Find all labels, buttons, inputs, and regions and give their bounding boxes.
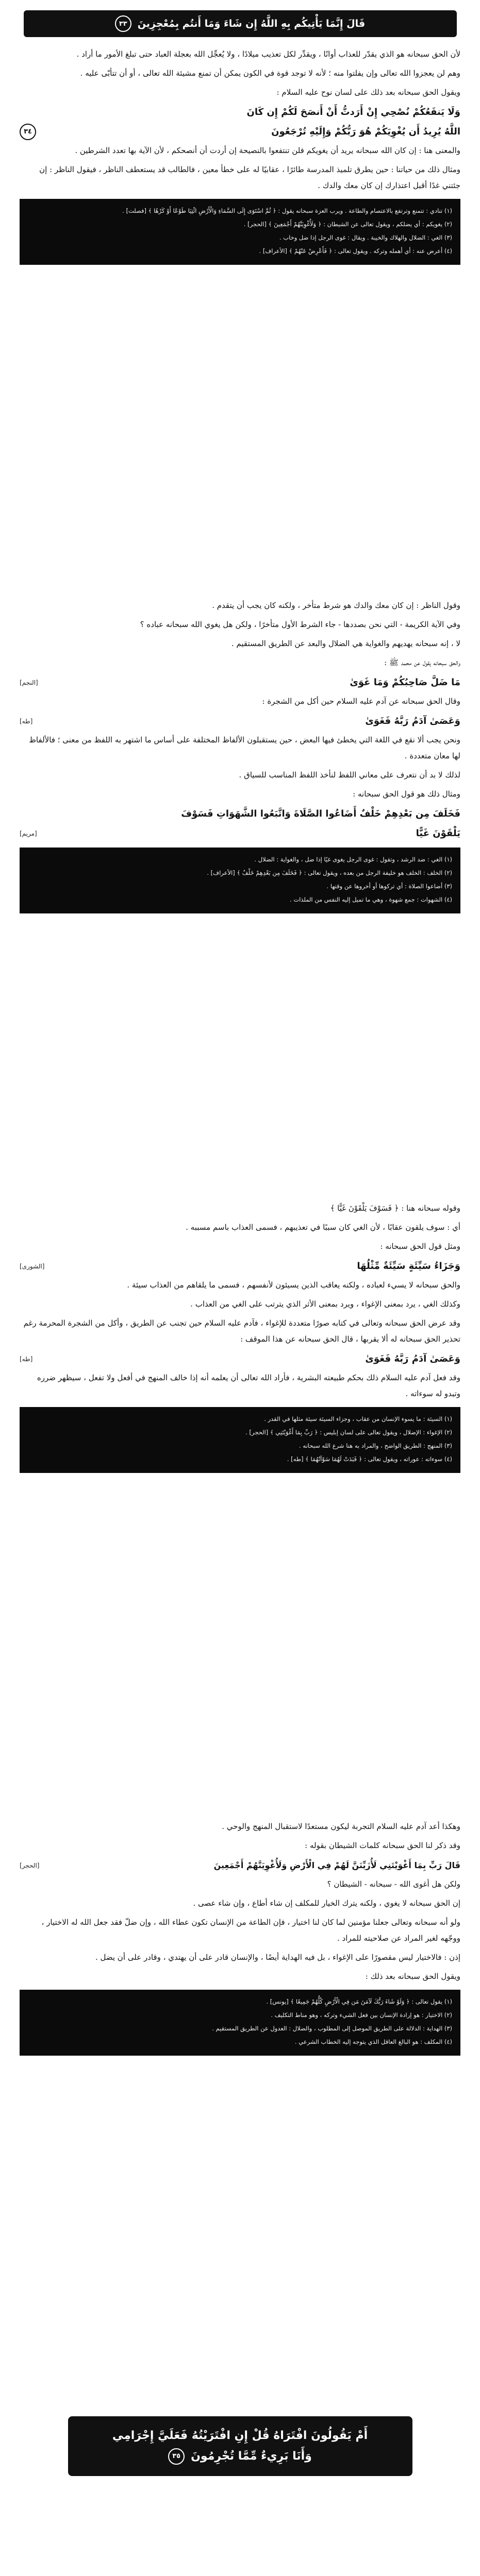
verse-text: قَالَ رَبِّ بِمَا أَغْوَيْتَنِي لَأُزَيِّنَنَّ لَهُمْ فِي الْأَرْضِ وَلَأُغْوِيَنَّهُمْ أَجْمَعِينَ xyxy=(213,1860,460,1870)
body-text xyxy=(20,1200,460,1255)
footnotes-block xyxy=(20,199,460,265)
paragraph: ويقول الحق سبحانه بعد ذلك على لسان نوح عليه السلام : xyxy=(276,88,460,97)
quran-verse xyxy=(20,674,460,691)
body-text xyxy=(20,732,460,802)
paragraph: والحق سبحانه لا يسيء لعباده ، ولكنه يعاقب الذين يسيئون لأنفسهم ، فسمى ما يلقاهم من العذاب سيئة . xyxy=(127,1280,460,1290)
footnote: (٢) يغويكم : أي يضلكم ، ويقول تعالى عن الشيطان : ﴿ وَلَأُغْوِيَنَّهُمْ أَجْمَعِينَ ﴾ [الحجر] . xyxy=(243,221,452,228)
page-3 xyxy=(0,1200,480,1473)
paragraph: وقد عرض الحق سبحانه وتعالى في كتابه صورًا متعددة للإغواء ، فآدم عليه السلام حين تجنب عن الطريق ، وأكل من الشجرة المحرمة رغم تحذير الحق سبحانه له ألا يقربها ، قال الحق سبحانه عن هذا الموقف : xyxy=(23,1318,460,1344)
body-text xyxy=(20,1876,460,1985)
verse-text: يَلْقَوْنَ غَيًّا xyxy=(416,828,460,839)
quran-verse xyxy=(20,713,460,730)
verse-text: وَعَصَىٰ آدَمُ رَبَّهُ فَغَوَىٰ xyxy=(365,716,460,726)
paragraph: لا ، إنه سبحانه يهديهم والغواية هي الضلال والبعد عن الطريق المستقيم . xyxy=(231,639,460,648)
verse-text: وَأَنَا بَرِيءٌ مِّمَّا تُجْرِمُونَ xyxy=(191,2450,312,2463)
footnote: (٢) الإغواء : الإضلال ، ويقول تعالى على لسان إبليس : ﴿ رَبِّ بِمَا أَغْوَيْتَنِي ﴾ [الحجر] . xyxy=(245,1429,452,1436)
footnote: (٤) أعرض عنه : أي أهمله وتركه . ويقول تعالى : ﴿ فَأَعْرِضْ عَنْهُمْ ﴾ [الأعراف] . xyxy=(259,247,452,255)
footnote: (١) يقول تعالى : ﴿ وَلَوْ شَاءَ رَبُّكَ لَآمَنَ مَن فِي الْأَرْضِ كُلُّهُمْ جَمِيعًا ﴾ [يونس] . xyxy=(266,1998,452,2005)
page-2 xyxy=(0,598,480,913)
paragraph: ونحن يجب ألا نقع في اللغة التي يخطئ فيها البعض ، حين يستقبلون الألفاظ المختلفة على أساس ما اشتهر به اللفظ من معنى ؛ فالألفاظ لها معان متعددة . xyxy=(29,735,460,760)
body-text xyxy=(20,1277,460,1347)
paragraph: والمعنى هنا : إن كان الله سبحانه يريد أن يغويكم فلن تنتفعوا بالنصيحة إن أردت أن أنصحكم ، لأن الآية بها تعدد الشرطين . xyxy=(75,146,460,155)
verse-text: وَجَزَاءُ سَيِّئَةٍ سَيِّئَةٌ مِّثْلُهَا xyxy=(357,1261,460,1272)
paragraph: أي : سوف يلقون عقابًا ، لأن الغي كان سببًا في تعذيبهم ، فسمى العذاب باسم مسببه . xyxy=(186,1223,460,1232)
closing-verse-section xyxy=(0,2416,480,2476)
paragraph: ولكن هل أغوى الله - سبحانه - الشيطان ؟ xyxy=(327,1879,460,1889)
verse-reference: [طه] xyxy=(20,1355,33,1363)
body-text xyxy=(20,1370,460,1402)
ayah-number: ٣٣ xyxy=(115,15,131,32)
footnote: (٣) الغي : الضلال والهلاك والخيبة . ويقال : غوى الرجل إذا ضل وخاب . xyxy=(279,234,452,241)
footnote: (١) السيئة : ما يسوء الإنسان من عقاب ، وجزاء السيئة سيئة مثلها في القدر . xyxy=(264,1415,452,1422)
verse-text: مَا ضَلَّ صَاحِبُكُمْ وَمَا غَوَىٰ xyxy=(350,677,460,688)
paragraph: وقد فعل آدم عليه السلام ذلك بحكم طبيعته البشرية ، فأراد الله تعالى أن يعلمه أنه إذا خالف المنهج في أفعل ولا تفعل ، سيظهر ضرره وتبدو له سوءاته . xyxy=(37,1373,460,1398)
verse-banner xyxy=(68,2416,412,2476)
verse-text: وَلَا يَنفَعُكُمْ نُصْحِي إِنْ أَرَدتُّ أَنْ أَنصَحَ لَكُمْ إِن كَانَ xyxy=(246,107,460,117)
verse-text: قَالَ إِنَّمَا يَأْتِيكُم بِهِ اللَّهُ إِن شَاءَ وَمَا أَنتُم بِمُعْجِزِينَ xyxy=(137,18,366,29)
paragraph: وقول الناظر : إن كان معك والدك هو شرط متأخر ، ولكنه كان يجب أن يتقدم . xyxy=(212,601,460,610)
footnote: (٣) الهداية : الدلالة على الطريق الموصل إلى المطلوب ، والضلال : العدول عن الطريق المستقيم . xyxy=(212,2025,452,2032)
paragraph: والحق سبحانه يقول عن محمد ﷺ : xyxy=(384,658,460,667)
footnote: (٣) أضاعوا الصلاة : أي تركوها أو أخروها عن وقتها . xyxy=(326,883,452,890)
quran-verse xyxy=(20,123,460,141)
quran-verse xyxy=(20,825,460,842)
verse-text: أَمْ يَقُولُونَ افْتَرَاهُ قُلْ إِنِ افْتَرَيْتُهُ فَعَلَيَّ إِجْرَامِي xyxy=(112,2429,368,2442)
paragraph: ومثال ذلك هو قول الحق سبحانه : xyxy=(353,789,460,799)
paragraph: وقد ذكر لنا الحق سبحانه كلمات الشيطان بقوله : xyxy=(305,1841,460,1850)
body-text xyxy=(20,1819,460,1854)
paragraph: ويقول الحق سبحانه بعد ذلك : xyxy=(365,1972,460,1981)
body-text xyxy=(20,693,460,709)
verse-reference: [النجم] xyxy=(20,679,38,686)
paragraph: إذن : فالاختيار ليس مقصورًا على الإغواء ، بل فيه الهداية أيضًا ، والإنسان قادر على أن يهتدي ، وقادر على أن يضل . xyxy=(95,1953,460,1962)
verse-banner xyxy=(24,10,457,37)
paragraph: وفي الآية الكريمة - التي نحن بصددها - جاء الشرط الأول متأخرًا ، ولكن هل يغوي الله سبحانه عباده ؟ xyxy=(140,620,460,629)
verse-text: اللَّهُ يُرِيدُ أَن يُغْوِيَكُمْ هُوَ رَبُّكُمْ وَإِلَيْهِ تُرْجَعُونَ xyxy=(271,126,460,137)
paragraph: وقوله سبحانه هنا : ﴿ فَسَوْفَ يَلْقَوْنَ غَيًّا ﴾ xyxy=(330,1204,460,1213)
footnotes-block xyxy=(20,848,460,913)
verse-reference: [الحجر] xyxy=(20,1862,40,1869)
footnote: (٤) المكلف : هو البالغ العاقل الذي يتوجه إليه الخطاب الشرعي . xyxy=(294,2038,452,2045)
footnote: (٢) الخلف : الخلف هو خليفة الرجل من بعده ، ويقول تعالى : ﴿ فَخَلَفَ مِن بَعْدِهِمْ خَلْفٌ ﴾ [الأعراف] . xyxy=(207,869,452,876)
footnote: (١) تنادي : تتمنع وترتفع بالاعتصام والطاعة . ويرب العزة سبحانه يقول : ﴿ ثُمَّ اسْتَوَى إِلَى السَّمَاءِ وَالْأَرْضِ ائْتِيَا طَوْعًا أَوْ كَرْهًا ﴾ [فصلت] . xyxy=(122,207,452,214)
footnotes-block xyxy=(20,1990,460,2056)
paragraph: ومثل قول الحق سبحانه : xyxy=(380,1242,460,1251)
body-text xyxy=(20,143,460,194)
paragraph: لذلك لا بد أن نتعرف على معاني اللفظ لنأخذ اللفظ المناسب للسياق . xyxy=(239,770,460,779)
footnote: (٣) المنهج : الطريق الواضح ، والمراد به هنا شرع الله سبحانه . xyxy=(299,1442,452,1449)
footnote: (٤) الشهوات : جمع شهوة ، وهي ما تميل إليه النفس من الملذات . xyxy=(290,896,452,903)
ayah-number: ٣٥ xyxy=(168,2448,185,2465)
quran-verse xyxy=(20,1350,460,1368)
footnote: (٤) سوءاته : عوراته ، ويقول تعالى : ﴿ فَبَدَتْ لَهُمَا سَوْآتُهُمَا ﴾ [طه] . xyxy=(287,1455,452,1463)
verse-text: وَعَصَىٰ آدَمُ رَبَّهُ فَغَوَىٰ xyxy=(365,1353,460,1364)
paragraph: وقال الحق سبحانه عن آدم عليه السلام حين أكل من الشجرة : xyxy=(262,697,460,706)
paragraph: وهكذا أعد آدم عليه السلام التجربة ليكون مستعدًا لاستقبال المنهج والوحي . xyxy=(222,1822,460,1831)
paragraph: ولو أنه سبحانه وتعالى جعلنا مؤمنين لما كان لنا اختيار ، فإن الطاعة من الإنسان تكون عطاء الله ، وإن ضلّ فقد جعل الله له الاختيار ، ووجّهه لغير المراد عن صلاحيته للمراد . xyxy=(41,1918,460,1943)
verse-reference: [الشورى] xyxy=(20,1263,45,1270)
paragraph: ومثال ذلك من حياتنا : حين يطرق تلميذ المدرسة طائرًا ، عقابيًا له على خطأ معين ، فالطالب قد يستعطف الناظر ، فيقول الناظر : إن جئتني غدًا أقبل اعتذارك إن كان معك والدك . xyxy=(39,165,460,190)
body-text xyxy=(20,46,460,100)
page-4 xyxy=(0,1819,480,2056)
quran-verse xyxy=(20,805,460,823)
verse-line xyxy=(80,2446,400,2467)
verse-text: فَخَلَفَ مِن بَعْدِهِمْ خَلْفٌ أَضَاعُوا الصَّلَاةَ وَاتَّبَعُوا الشَّهَوَاتِ فَسَوْفَ xyxy=(181,808,460,819)
body-text xyxy=(20,598,460,671)
verse-reference: [طه] xyxy=(20,718,33,725)
footnote: (١) الغي : ضد الرشد ، وتقول : غوى الرجل يغوى غيًا إذا ضل ، والغواية : الضلال . xyxy=(254,856,452,863)
ayah-number: ٣٤ xyxy=(20,124,36,140)
paragraph: لأن الحق سبحانه هو الذي يقدّر للعذاب أوانًا ، ويقدِّر لكل تعذيب ميلادًا ، ولا يُعجِّل الله بعجلة العباد حتى تبلغ الأمور ما أراد . xyxy=(76,49,460,59)
quran-verse xyxy=(20,1258,460,1275)
paragraph: وهم لن يعجزوا الله تعالى وإن يفلتوا منه ؛ لأنه لا توجد قوة في الكون يمكن أن تمنع مشيئة الله تعالى ، أو أن تتأبّى عليه . xyxy=(80,69,460,78)
quran-verse xyxy=(20,1857,460,1874)
paragraph: وكذلك الغي ، يرد بمعنى الإغواء ، ويرد بمعنى الأثر الذي يترتب على الغي من العذاب . xyxy=(190,1299,460,1309)
verse-reference: [مريم] xyxy=(20,830,37,837)
quran-verse xyxy=(20,104,460,121)
paragraph: إن الحق سبحانه لا يغوي ، ولكنه يترك الخيار للمكلف إن شاء أطاع ، وإن شاء عصى . xyxy=(193,1899,460,1908)
footnote: (٢) الاختيار : هو إرادة الإنسان بين فعل الشيء وتركه ، وهو مناط التكليف . xyxy=(271,2011,452,2019)
page-1 xyxy=(0,10,480,265)
footnotes-block xyxy=(20,1407,460,1473)
